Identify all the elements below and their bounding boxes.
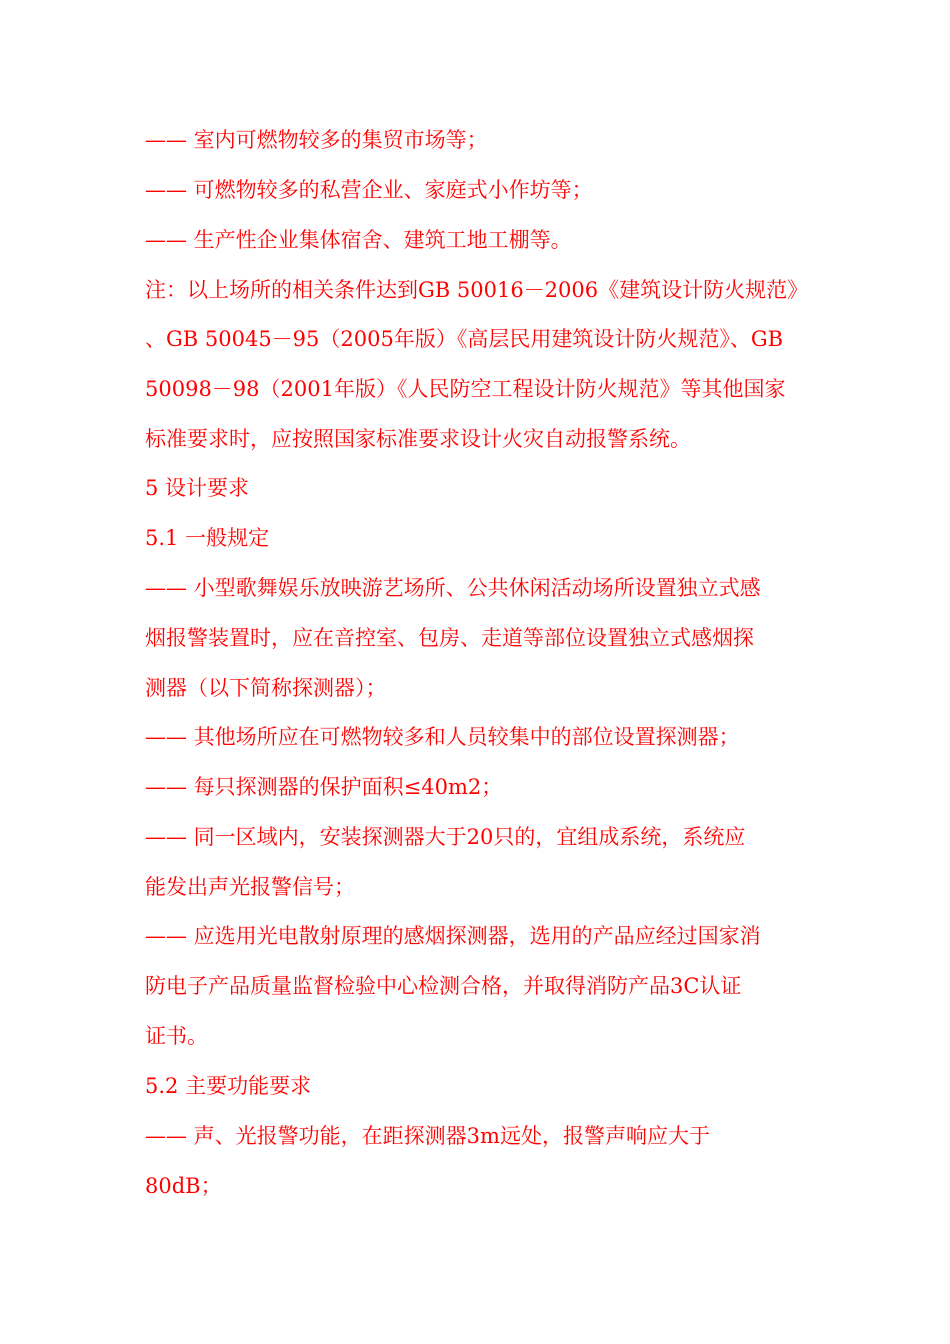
- subsection-heading: 5.2 主要功能要求: [145, 1074, 312, 1098]
- text-line: 能发出声光报警信号；: [145, 875, 355, 899]
- text-line: 防电子产品质量监督检验中心检测合格，并取得消防产品3C认证: [145, 974, 742, 998]
- text-line: —— 声、光报警功能，在距探测器3m远处，报警声响应大于: [145, 1124, 710, 1148]
- text-line: 测器（以下简称探测器）；: [145, 676, 387, 700]
- text-line: —— 可燃物较多的私营企业、家庭式小作坊等；: [145, 178, 593, 202]
- text-line: 注：以上场所的相关条件达到GB 50016－2006《建筑设计防火规范》: [145, 278, 809, 302]
- text-line: —— 室内可燃物较多的集贸市场等；: [145, 128, 488, 152]
- text-line: 80dB；: [145, 1174, 222, 1198]
- subsection-heading: 5.1 一般规定: [145, 526, 270, 550]
- text-line: —— 其他场所应在可燃物较多和人员较集中的部位设置探测器；: [145, 725, 740, 749]
- text-line: —— 小型歌舞娱乐放映游艺场所、公共休闲活动场所设置独立式感: [145, 576, 761, 600]
- section-heading: 5 设计要求: [145, 476, 250, 500]
- text-line: 证书。: [145, 1024, 208, 1048]
- text-line: 标准要求时，应按照国家标准要求设计火灾自动报警系统。: [145, 427, 691, 451]
- text-line: —— 同一区域内，安装探测器大于20只的，宜组成系统，系统应: [145, 825, 746, 849]
- text-line: 50098－98（2001年版）《人民防空工程设计防火规范》等其他国家: [145, 377, 786, 401]
- text-line: —— 应选用光电散射原理的感烟探测器，选用的产品应经过国家消: [145, 924, 761, 948]
- text-line: —— 每只探测器的保护面积≤40m2；: [145, 775, 503, 799]
- text-line: 、GB 50045－95（2005年版）《高层民用建筑设计防火规范》、GB: [145, 327, 784, 351]
- text-line: —— 生产性企业集体宿舍、建筑工地工棚等。: [145, 228, 572, 252]
- text-line: 烟报警装置时，应在音控室、包房、走道等部位设置独立式感烟探: [145, 626, 754, 650]
